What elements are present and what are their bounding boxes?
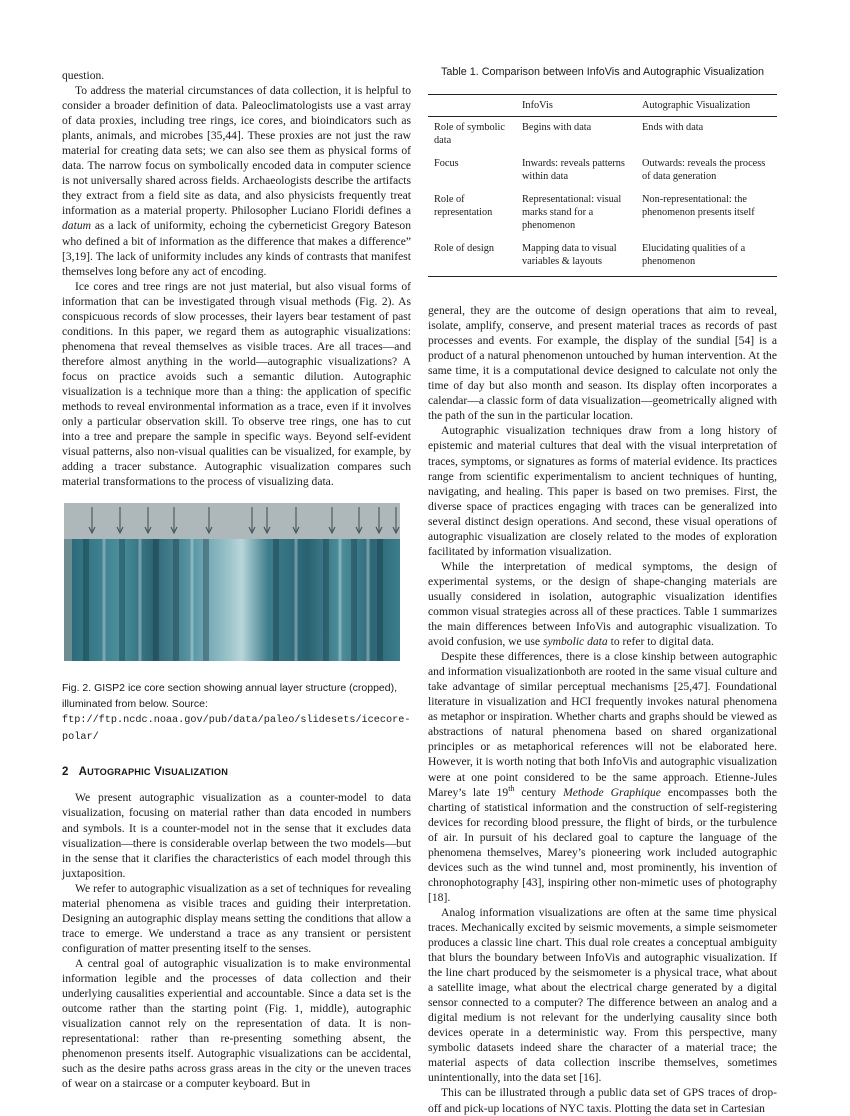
table-row bbox=[428, 241, 777, 277]
table-row bbox=[428, 156, 777, 192]
table-header-row bbox=[428, 95, 777, 117]
table-cell: Elucidating qualities of a phenomenon bbox=[636, 241, 777, 277]
paragraph: Despite these differences, there is a close kinship between autographic and information visualizationboth are rooted in the same visual culture and take advantage of similar perceptual mechanisms [25,47]. Foundational literature in visualization and HCI frequently invokes natural phenomena as metaphor or inspiration. Whether charts and graphs should be viewed as abstractions of natural phenomena based on shared organizational principles or as metaphorical references will not be elaborated here. However, it is worth noting that both InfoVis and autographic visualization were at one point considered to be the same approach. Etienne-Jules Marey’s late 19th century Methode Graphique encompasses both the charting of statistical information and the construction of self-registering devices for recording blood pressure, the flight of birds, or the turbulence of air. In pursuit of his declared goal to capture the language of the phenomena themselves, Marey’s pioneering work included autographic devices such as the wind tunnel and, most prominently, his invention of chronophotography [43], inspiring other non-mimetic uses of photography [18]. bbox=[428, 650, 777, 904]
table-cell: Non-representational: the phenomenon presents itself bbox=[642, 194, 755, 219]
section-number: 2 bbox=[62, 766, 69, 779]
table-cell: Role of representation bbox=[434, 194, 493, 219]
paragraph: We refer to autographic visualization as a set of techniques for revealing material phenomena as visible traces and guiding their interpretation. Designing an autographic display means setting the conditions that allow a trace to emerge. We understand a trace as any transient or persistent configuration of matter presenting itself to the senses. bbox=[62, 881, 411, 955]
paragraph: A central goal of autographic visualization is to make environmental information legible and the processes of data collection and their underlying causalities experiential and accountable. Since a data set is the outcome rather than the starting point (Fig. 1, middle), autographic visualization cannot rely on the representation of data. It is non-representational: rather than re-presenting something absent, the phenomenon presents itself. Autographic visualizations can be accidental, such as the desire paths across grass areas in the city or the uneven traces of wear on a staircase or a computer keyboard. But in bbox=[62, 956, 411, 1091]
table-cell: Begins with data bbox=[522, 122, 592, 134]
table-cell: Role of symbolic data bbox=[434, 122, 505, 147]
paragraph: question. bbox=[62, 69, 105, 82]
table-cell: Ends with data bbox=[642, 122, 704, 134]
right-column bbox=[428, 66, 777, 1116]
table-header bbox=[428, 95, 516, 117]
table-cell: Representational: visual marks stand for a phenomenon bbox=[522, 194, 622, 232]
section-heading: 2 AUTOGRAPHIC VISUALIZATION bbox=[62, 766, 229, 779]
table-row bbox=[428, 192, 777, 241]
source-url: ftp://ftp.ncdc.noaa.gov/pub/data/paleo/slidesets/icecore-polar/ bbox=[62, 715, 411, 743]
paragraph: Ice cores and tree rings are not just material, but also visual forms of information that can be investigated through visual methods (Fig. 2). As conspicuous records of slow processes, their layers bear testament of past conditions. In this paper, we regard them as autographic visualizations: phenomena that reveal themselves as visible traces. Are all traces—and therefore almost anything in the world—autographic visualizations? A focus on practice avoids such a semantic dilution. Autographic visualization is a technique more than a thing: the application of specific methods to reveal environmental information as a trace, even if it involves only a particular observation skill. To observe tree rings, one has to cut into a tree and prepare the sample in specific ways. Beyond self-evident visual patterns, also non-visual qualities can be visualized, for example, by adding a tracer substance. Autographic visualization compares such material transformations to the process of visualizing data. bbox=[62, 279, 411, 489]
table-header: Autographic Visualization bbox=[636, 95, 777, 117]
left-column bbox=[62, 68, 411, 1091]
paragraph: Analog information visualizations are often at the same time physical traces. Mechanically excited by seismic movements, a simple seismometer produces a classic line chart. This dual role creates a conceptual ambiguity that blurs the boundary between InfoVis and autographic visualization. If the line chart produced by the seismometer is a physical trace, what about a satellite image, what about the electrical charge generated by a digital sensor connected to a computer? The difference between an analog and a digital medium is not relevant for the underlying causality since both devices operate in a deterministic way. From this perspective, many symbolic datasets indeed share the character of a material trace; the material aspects of data collection inscribe themselves, sometimes unintentionally, into the data set [16]. bbox=[428, 905, 777, 1085]
table-cell: Mapping data to visual variables & layouts bbox=[516, 241, 636, 277]
comparison-table bbox=[428, 94, 777, 277]
table-header: InfoVis bbox=[516, 95, 636, 117]
table-cell: Focus bbox=[434, 158, 459, 170]
figure-caption: Fig. 2. GISP2 ice core section showing annual layer structure (cropped), illuminated from below. Source: ftp://ftp.ncdc.noaa.gov/pub/data/paleo/slidesets/icecore-polar/ bbox=[62, 682, 411, 743]
figure-2 bbox=[62, 503, 411, 745]
paragraph: general, they are the outcome of design operations that aim to reveal, isolate, amplify, conserve, and present material traces as records of past processes and events. For example, the display of the sundial [54] is a product of a natural phenomenon untouched by human intervention. At the same time, it is a computational device designed to calculate not only the time of day but also month and season. Its display often incorporates a calendar—a classic form of data visualization—geometrically aligned with the path of the sun in the particular location. bbox=[428, 304, 777, 423]
paragraph: To address the material circumstances of data collection, it is helpful to consider a broader definition of data. Paleoclimatologists use a vast array of data proxies, including tree rings, ice cores, and bioindicators such as plants, animals, and microbes [35,44]. These proxies are not just the raw material for creating data sets; we can also see them as physical forms of data. The narrow focus on symbolically encoded data in computer science is not universally shared across fields. Archaeologists describe the artifacts they extract from a field site as data, and also physicists frequently treat information as a material property. Philosopher Luciano Floridi defines a datum as a lack of uniformity, echoing the cyberneticist Gregory Bateson who defined a bit of information as the difference that makes a difference” [3,19]. The lack of uniformity includes any kinds of contrasts that manifest themselves long before any act of encoding. bbox=[62, 84, 411, 278]
ice-core-photo bbox=[64, 503, 400, 661]
table-cell: Role of design bbox=[428, 241, 516, 277]
paragraph: We present autographic visualization as a counter-model to data visualization, focusing on material rather than data encoded in numbers and symbols. It is a counter-model not in the sense that it excludes data visualization—there is considerable overlap between the two models—but in the sense that it clarifies the characteristics of each model through this juxtaposition. bbox=[62, 791, 411, 880]
table-cell: Inwards: reveals patterns within data bbox=[522, 158, 625, 183]
paragraph: Autographic visualization techniques draw from a long history of epistemic and material cultures that deal with the visual interpretation of traces, symptoms, or signatures as forms of material evidence. Its practices range from scientific experimentalism to ancient techniques of hunting, navigating, and healing. This paper is based on two premises. First, the diverse space of practices engaging with traces can be generalized into several distinct design operations. And second, these visual operations of autographic visualization are closely related to the modes of exploration facilitated by information visualization. bbox=[428, 424, 777, 558]
paragraph: While the interpretation of medical symptoms, the design of experimental systems, or the design of shape-changing materials are usually considered in isolation, autographic visualization identifies common visual strategies across all of these practices. Table 1 summarizes the main differences between InfoVis and autographic visualization. To avoid confusion, we use symbolic data to refer to digital data. bbox=[428, 559, 777, 649]
table-cell: Outwards: reveals the process of data generation bbox=[642, 158, 766, 183]
table-row bbox=[428, 117, 777, 157]
table-caption: Table 1. Comparison between InfoVis and Autographic Visualization bbox=[440, 66, 765, 78]
paragraph: This can be illustrated through a public data set of GPS traces of drop-off and pick-up locations of NYC taxis. Plotting the data set in Cartesian bbox=[428, 1086, 777, 1115]
